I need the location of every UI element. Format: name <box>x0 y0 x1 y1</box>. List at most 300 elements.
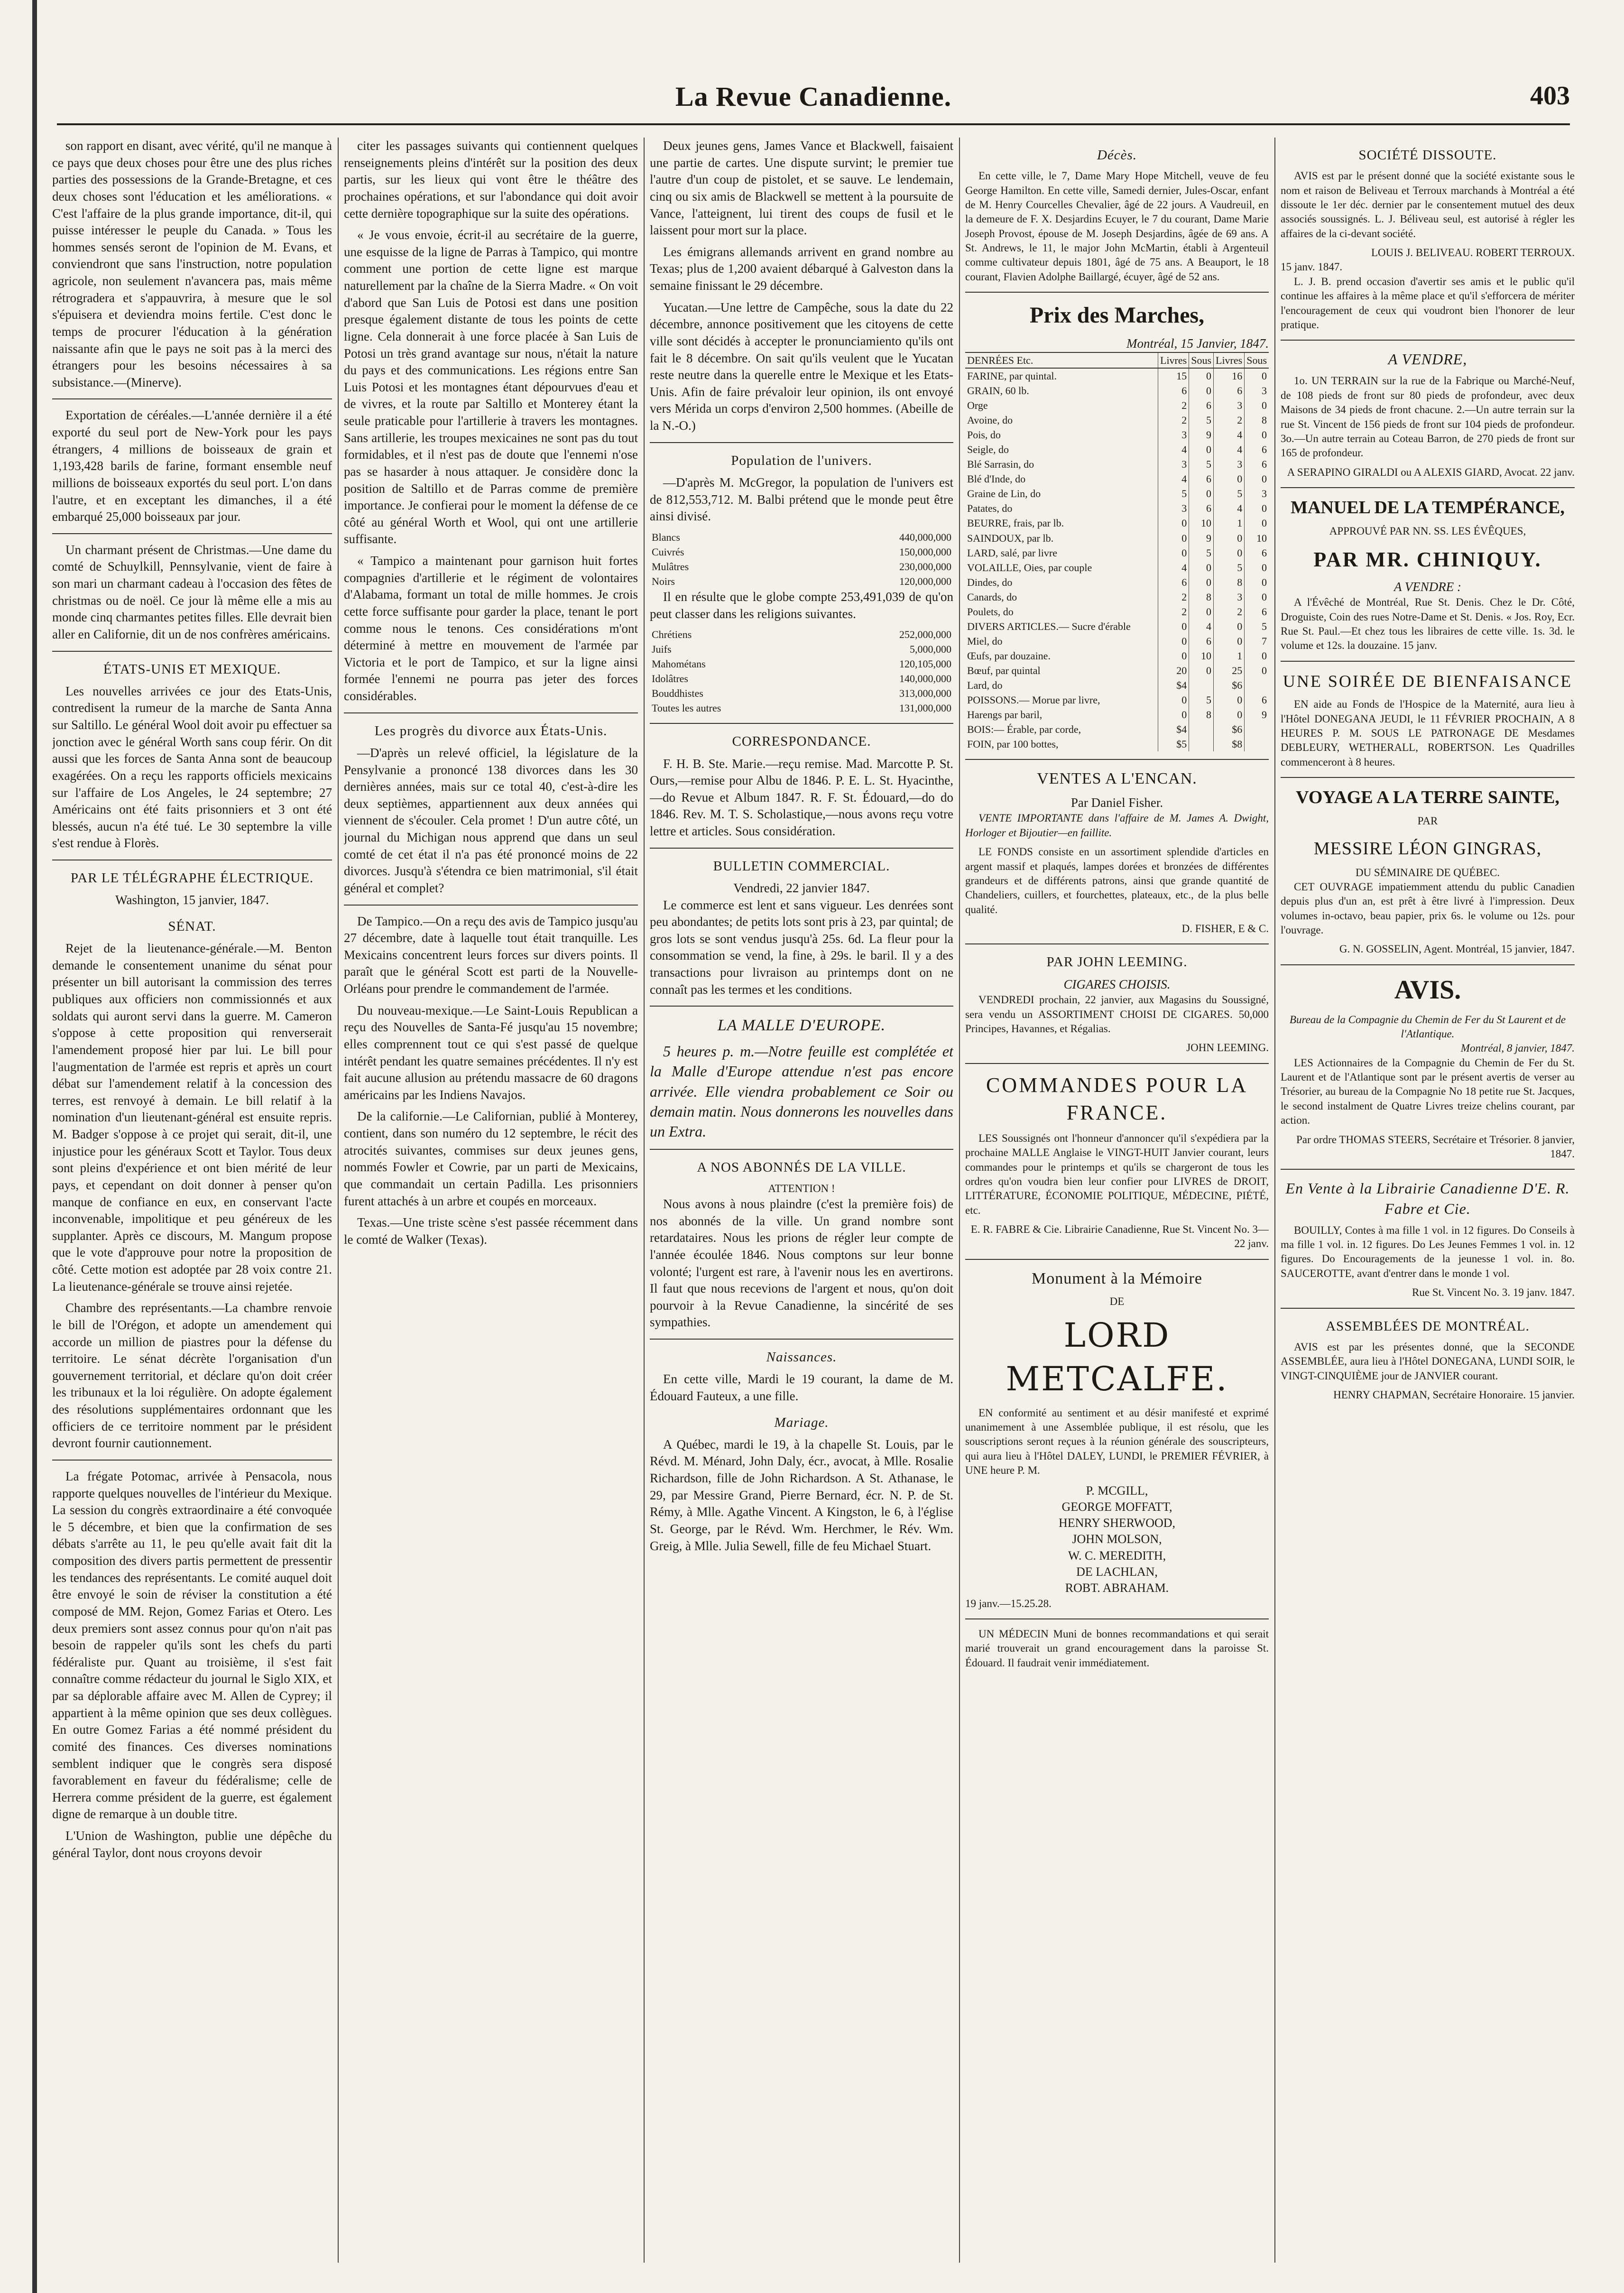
price-cell: 10 <box>1189 648 1214 663</box>
commodity-name: Seigle, do <box>967 444 1009 456</box>
price-cell: 3 <box>1245 383 1269 398</box>
price-cell: 0 <box>1189 383 1214 398</box>
commodity-name: Poulets, do <box>967 605 1014 618</box>
price-cell: 9 <box>1189 531 1214 546</box>
table-row <box>650 642 953 656</box>
commodity-name: SAINDOUX, par lb. <box>967 532 1054 544</box>
row-value: 140,000,000 <box>899 673 951 685</box>
table-row <box>965 413 1269 427</box>
signature: Par ordre THOMAS STEERS, Secrétaire et Trésorier. 8 janvier, 1847. <box>1296 1133 1575 1160</box>
market-prices-table <box>965 352 1269 751</box>
auctioneer: Par Daniel Fisher. <box>1070 795 1163 810</box>
price-cell: 8 <box>1214 575 1245 590</box>
price-cell: 10 <box>1189 516 1214 530</box>
section-heading: LA MALLE D'EUROPE. <box>717 1017 886 1035</box>
table-row <box>965 619 1269 634</box>
price-cell: 5 <box>1158 486 1189 501</box>
table-row <box>965 472 1269 486</box>
row-label: Bouddhistes <box>652 687 703 700</box>
price-cell: 0 <box>1245 590 1269 604</box>
price-cell: 16 <box>1214 368 1245 383</box>
table-row <box>965 457 1269 472</box>
row-label: Mahométans <box>652 658 706 670</box>
row-label: Toutes les autres <box>652 702 721 714</box>
table-row <box>965 546 1269 560</box>
price-cell: 2 <box>1214 413 1245 427</box>
price-cell: 0 <box>1158 707 1189 722</box>
price-cell: 1 <box>1214 516 1245 530</box>
section-heading: Mariage. <box>774 1415 829 1430</box>
article-text: VENTE IMPORTANTE dans l'affaire de M. James A. Dwight, Horloger et Bijoutier—en faillite. <box>965 812 1269 839</box>
price-cell: 3 <box>1158 427 1189 442</box>
price-cell: 0 <box>1214 531 1245 546</box>
section-heading: En Vente à la Librairie Canadienne D'E. R. Fabre et Cie. <box>1285 1180 1570 1217</box>
article-text: BOUILLY, Contes à ma fille 1 vol. in 12 figures. Do Conseils à ma fille 1 vol. in. 12 figures. Do Les Jeunes Femmes 1 vol. in. 12 figures. Do Encouragements de la jeunesse 1 vol. in. 8o. SAUCEROTTE, avant d'entrer dans le monde 1 vol. <box>1281 1224 1575 1279</box>
table-row <box>965 722 1269 737</box>
section-heading: BULLETIN COMMERCIAL. <box>713 858 890 874</box>
price-cell: 0 <box>1158 648 1189 663</box>
table-row <box>965 486 1269 501</box>
page-number: 403 <box>1530 81 1570 111</box>
article-text: En cette ville, Mardi le 19 courant, la dame de M. Édouard Fauteux, a une fille. <box>650 1372 953 1403</box>
section-heading: UNE SOIRÉE DE BIENFAISANCE <box>1283 671 1573 691</box>
commodity-name: Œufs, par douzaine. <box>967 649 1051 662</box>
table-row <box>650 627 953 642</box>
price-cell: 0 <box>1245 472 1269 486</box>
commodity-name: Harengs par baril, <box>967 708 1043 721</box>
article-text: VENDREDI prochain, 22 janvier, aux Magasins du Soussigné, sera vendu un ASSORTIMENT CHOISI DE CIGARES. 50,000 Principes, Havannes, et Régalias. <box>965 994 1269 1035</box>
row-label: Cuivrés <box>652 546 684 558</box>
section-heading: Les progrès du divorce aux États-Unis. <box>374 723 608 739</box>
column-2 <box>344 138 638 2263</box>
subheading: DE <box>1109 1295 1125 1307</box>
table-row <box>650 686 953 701</box>
section-heading: SÉNAT. <box>168 918 216 934</box>
signatory-name: JOHN MOLSON, <box>1072 1532 1162 1546</box>
row-label: Idolâtres <box>652 673 688 685</box>
subheading: A VENDRE : <box>1394 579 1461 594</box>
price-cell: 0 <box>1158 531 1189 546</box>
section-heading: ASSEMBLÉES DE MONTRÉAL. <box>1326 1318 1530 1334</box>
commodity-name: LARD, salé, par livre <box>967 546 1057 559</box>
price-cell: 3 <box>1214 398 1245 413</box>
column-1 <box>52 138 332 2263</box>
commodity-name: Pois, do <box>967 429 1001 441</box>
column-4 <box>965 138 1269 2263</box>
commodity-name: FOIN, par 100 bottes, <box>967 738 1059 750</box>
section-heading: Monument à la Mémoire <box>1032 1269 1202 1287</box>
price-cell <box>1189 737 1214 751</box>
article-text: Rejet de la lieutenance-générale.—M. Benton demande le consentement unanime du sénat pour présenter un bill autorisant la commission des terres publiques aux officiers non commissionnés et aux soldats qui auront servi dans la guerre. M. Cameron s'oppose à cette proposition qui renverserait l'amendement proposé hier par lui. Le bill pour l'augmentation de l'armée est repris et après un court débat sur l'amendement relatif à la concession des terres, est renvoyé à demain. Le bill relatif à la nomination d'un lieutenant-général est ensuite repris. M. Badger s'oppose à ce projet qui serait, dit-il, une injustice pour les généraux Scott et Taylor. Tous deux sont pleins d'expérience et ont bien mérité de leur pays, et cependant on doit donner à penser qu'on manque de confiance en eux, en conservant l'acte inconvenable, impolitique et peu généreux de les supplanter. Après ce discours, M. Mangum propose que le vote d'approuve pour notre la proposition de côté. Cette motion est adoptée par 28 voix contre 21. La lieutenance-générale se trouve ainsi rejetée. <box>52 941 332 1294</box>
commodity-name: Lard, do <box>967 679 1003 691</box>
column-header: Livres <box>1214 352 1245 368</box>
row-value: 120,000,000 <box>899 575 951 587</box>
section-heading: ÉTATS-UNIS ET MEXIQUE. <box>103 661 281 677</box>
price-cell: 6 <box>1214 383 1245 398</box>
article-text: 1o. UN TERRAIN sur la rue de la Fabrique ou Marché-Neuf, de 108 pieds de front sur 80 pieds de profondeur, avec deux Maisons de 34 pieds de front chacune. 2.—Un autre terrain sur la rue St. Vincent de 156 pieds de front sur 104 pieds de profondeur. 3o.—Un autre terrain au Coteau Barron, de 270 pieds de front sur 165 de profondeur. <box>1281 375 1575 459</box>
author-name: MESSIRE LÉON GINGRAS, <box>1313 839 1542 859</box>
table-row <box>965 501 1269 516</box>
article-text: son rapport en disant, avec vérité, qu'il ne manque à ce pays que deux choses pour être une des plus riches parties des possessions de la Grande-Bretagne, et ces deux choses sont l'éducation et les améliorations. « C'est l'affaire de la plus grande importance, dit-il, qui puisse intéresser le peuple du Canada. » Tous les hommes sensés seront de l'opinion de M. Evans, et conviendront que sans l'instruction, notre population agricole, non seulement n'avancera pas, mais même rétrogradera et s'appauvrira, à mesure que le sol s'épuisera et deviendra moins fertile. C'est donc le temps de procurer l'éducation à la génération naissante afin que le pays ne soit pas à la merci des étrangers pour les besoins nécessaires à sa subsistance.—(Minerve). <box>52 139 332 389</box>
article-text: « Je vous envoie, écrit-il au secrétaire de la guerre, une esquisse de la ligne de Parras à Tampico, qui montre comment une portion de cette ligne est marque naturellement par la chaîne de la Sierra Madre. « On voit d'abord que San Luis de Potosi est dans une position presque également distante de tous les points de cette ligne. Cela donnerait à une force placée à San Luis de Potosi un très grand avantage sur nous, n'était la nature du pays et des communications. Les régions entre San Luis Potosi et les montagnes étant dépourvues d'eau et de vivres, et la route par Saltillo et Monterey étant la seule praticable pour l'artillerie à travers les montagnes. Sans artillerie, les troupes mexicaines ne sont pas du tout formidables, et il n'est pas de doute que l'ennemi n'ose pas se hasarder à nous attaquer. Je considère donc la position de Saltillo et de Parras comme de première importance. Je confierai pour le moment la défense de ce côté au général Worth et Wool, qui ont une artillerie suffisante. <box>344 228 638 546</box>
table-row <box>650 656 953 671</box>
price-cell: 4 <box>1214 427 1245 442</box>
row-label: Noirs <box>652 575 675 587</box>
price-cell: 4 <box>1158 442 1189 457</box>
commodity-name: VOLAILLE, Oies, par couple <box>967 561 1092 573</box>
row-value: 120,105,000 <box>899 658 951 670</box>
price-cell: 8 <box>1189 707 1214 722</box>
article-text: L. J. B. prend occasion d'avertir ses amis et le public qu'il continue les affaires à la même place et qu'il s'efforcera de mériter l'encouragement de ceux qui voudront bien l'honorer de leur pratique. <box>1281 275 1575 331</box>
price-cell: 9 <box>1189 427 1214 442</box>
signatory-name: P. MCGILL, <box>1086 1483 1148 1498</box>
price-cell: 5 <box>1214 486 1245 501</box>
section-heading: Décès. <box>1097 148 1137 163</box>
dateline: 15 janv. 1847. <box>1281 261 1343 273</box>
commodity-name: Blé Sarrasin, do <box>967 458 1034 471</box>
row-value: 440,000,000 <box>899 531 951 543</box>
price-cell: 0 <box>1245 560 1269 575</box>
price-cell: 0 <box>1158 516 1189 530</box>
price-cell: 0 <box>1189 575 1214 590</box>
commodity-name: FARINE, par quintal. <box>967 370 1057 382</box>
table-row <box>965 368 1269 383</box>
price-cell <box>1189 678 1214 693</box>
price-cell: 6 <box>1158 575 1189 590</box>
commodity-name: Canards, do <box>967 591 1017 603</box>
article-text: LES Soussignés ont l'honneur d'annoncer qu'il s'expédiera par la prochaine MALLE Anglaise le VINGT-HUIT Janvier courant, leurs commandes pour le printemps et qu'ils se chargeront de tous les ordres qu'on voudra bien leur confier pour LIVRES de DROIT, LITTÉRATURE, ÉCONOMIE POLITIQUE, MÉDECINE, PIÉTÉ, etc. <box>965 1132 1269 1216</box>
section-heading: COMMANDES POUR LA FRANCE. <box>986 1073 1248 1124</box>
price-cell: 2 <box>1214 604 1245 619</box>
table-row <box>965 590 1269 604</box>
column-header: Sous <box>1245 352 1269 368</box>
article-text: En cette ville, le 7, Dame Mary Hope Mitchell, veuve de feu George Hamilton. En cette ville, Samedi dernier, Jules-Oscar, enfant de M. Henry Courcelles Chevalier, âgé de 22 jours. A Vaudreuil, en la demeure de F. X. Desjardins Ecuyer, le 7 du courant, Dame Marie Joseph Provost, épouse de M. Joseph Desjardins, âgée de 69 ans. A St. Andrews, le 11, le major John McMartin, établi à Argenteuil comme cultivateur depuis 1801, âgé de 75 ans. A Beauport, le 18 courant, Flavien Adolphe Baillargé, écuyer, âgé de 52 ans. <box>965 170 1269 283</box>
signature: LOUIS J. BELIVEAU. ROBERT TERROUX. <box>1371 247 1575 259</box>
column-5 <box>1281 138 1575 2263</box>
table-row <box>965 575 1269 590</box>
signatory-name: DE LACHLAN, <box>1076 1565 1158 1579</box>
price-cell: 5 <box>1189 693 1214 707</box>
row-value: 131,000,000 <box>899 702 951 714</box>
table-row <box>650 559 953 574</box>
signatory-name: GEORGE MOFFATT, <box>1061 1499 1172 1514</box>
dateline: Montréal, 15 Janvier, 1847. <box>1126 336 1269 351</box>
column-header: Sous <box>1189 352 1214 368</box>
article-text: Deux jeunes gens, James Vance et Blackwell, faisaient une partie de cartes. Une dispute survint; le premier tue l'autre d'un coup de pistolet, et se sauve. Le lendemain, cinq ou six amis de Blackwell se mettent à la poursuite de Vance, l'atteignent, lui tirent des coups de fusil et le laissent pour mort sur la place. <box>650 139 953 238</box>
price-cell: 5 <box>1189 546 1214 560</box>
masthead <box>57 71 1570 125</box>
article-text: EN conformité au sentiment et au désir manifesté et exprimé unanimement à une Assemblée publique, il est résolu, que les souscriptions seront reçues à la réunion générale des souscripteurs, qui aura lieu à l'Hôtel DALEY, LUNDI, le PREMIER FÉVRIER, à UNE heure P. M. <box>965 1406 1269 1477</box>
section-heading: MANUEL DE LA TEMPÉRANCE, <box>1291 497 1565 518</box>
article-text: Les émigrans allemands arrivent en grand nombre au Texas; plus de 1,200 avaient débarqué à Galveston dans la semaine finissant le 29 décembre. <box>650 244 953 293</box>
column-header: DENRÉES Etc. <box>965 352 1158 368</box>
price-cell: 0 <box>1245 368 1269 383</box>
price-cell: 4 <box>1214 442 1245 457</box>
price-cell: 3 <box>1158 501 1189 516</box>
price-cell: 0 <box>1245 663 1269 678</box>
price-cell: 0 <box>1189 368 1214 383</box>
column-divider <box>644 138 645 2263</box>
price-cell: 5 <box>1189 457 1214 472</box>
signatory-name: HENRY SHERWOOD, <box>1058 1516 1176 1530</box>
article-text: Exportation de céréales.—L'année dernière il a été exporté du seul port de New-York pour les pays étrangers, 4 millions de boisseaux de grain et 1,193,428 barils de farine, formant ensemble neuf millions de boisseaux exportés du seul port. L'on dans l'autre, et en exceptant les dimanches, il a été embarqué 25,000 boisseaux par jour. <box>52 408 332 524</box>
article-text: AVIS est par le présent donné que la société existante sous le nom et raison de Beliveau et Terroux marchands à Montréal a été dissoute le 1er déc. dernier par le consentement mutuel des deux associés soussignés. L. J. Béliveau seul, est autorisé à régler les affaires de la ci-devant société. <box>1281 170 1575 240</box>
section-heading: SOCIÉTÉ DISSOUTE. <box>1358 148 1497 163</box>
article-text: UN MÉDECIN Muni de bonnes recommandations et qui serait marié trouverait un grand encouragement dans la paroisse St. Édouard. Il faudrait venir immédiatement. <box>965 1628 1269 1669</box>
price-cell: 9 <box>1245 707 1269 722</box>
article-text: Yucatan.—Une lettre de Campêche, sous la date du 22 décembre, annonce positivement que les citoyens de cette ville sont décidés à accepter le pronunciamiento qu'ils ont fait le 8 décembre. On sait qu'ils veulent que le Yucatan reste neutre dans la querelle entre le Mexique et les Etats-Unis. Afin de faire prévaloir leur opinion, ils ont envoyé vers Mérida un corps d'environ 2,500 hommes. (Abeille de la N.-O.) <box>650 300 953 433</box>
commodity-name: BEURRE, frais, par lb. <box>967 517 1064 529</box>
article-text: F. H. B. Ste. Marie.—reçu remise. Mad. Marcotte P. St. Ours,—remise pour Albu de 1846. P. E. L. St. Hyacinthe,—do Revue et Album 1847. R. F. St. Édouard,—do do 1846. Rev. M. T. S. Scholastique,—nous avons reçu votre lettre et articles. Sous considération. <box>650 756 953 839</box>
price-cell: $4 <box>1158 678 1189 693</box>
table-row <box>965 427 1269 442</box>
article-text: EN aide au Fonds de l'Hospice de la Maternité, aura lieu à l'Hôtel DONEGANA JEUDI, le 11 FÉVRIER PROCHAIN, A 8 HEURES P. M. SOUS LE PATRONAGE DE Mesdames DEBLEURY, WETHERALL, ROBERTSON. Les Quadrilles commenceront à 8 heures. <box>1281 698 1575 768</box>
price-cell: 0 <box>1189 604 1214 619</box>
subheading: APPROUVÉ PAR NN. SS. LES ÉVÊQUES, <box>1329 525 1526 537</box>
commodity-name: Dindes, do <box>967 576 1013 588</box>
price-cell: 6 <box>1158 383 1189 398</box>
article-text: Chambre des représentants.—La chambre renvoie le bill de l'Orégon, et adopte un amendement qui accorde un million de piastres pour la défense du territoire. Le sénat décrète l'organisation d'un gouvernement territorial, et déclare qu'on doit créer les tribunaux et la loi régulière. On adopte également des résolutions supplémentaires ordonnant que les officiers de ce territoire nomment par le président devront fournir cautionnement. <box>52 1301 332 1451</box>
price-cell: 7 <box>1245 634 1269 648</box>
table-row <box>965 707 1269 722</box>
signature: E. R. FABRE & Cie. Librairie Canadienne, Rue St. Vincent No. 3—22 janv. <box>970 1223 1269 1250</box>
commodity-name: DIVERS ARTICLES.— Sucre d'érable <box>967 620 1131 632</box>
price-cell: 1 <box>1214 648 1245 663</box>
dateline: Montréal, 8 janvier, 1847. <box>1460 1042 1575 1054</box>
price-cell: 0 <box>1214 634 1245 648</box>
monument-title: LORD METCALFE. <box>1006 1315 1228 1399</box>
signatory-name: W. C. MEREDITH, <box>1068 1548 1166 1563</box>
price-cell <box>1245 737 1269 751</box>
page-edge-rule <box>32 0 37 2293</box>
table-row <box>650 545 953 559</box>
price-cell: 4 <box>1158 472 1189 486</box>
price-cell: 8 <box>1245 413 1269 427</box>
commodity-name: BOIS:— Érable, par corde, <box>967 723 1081 735</box>
price-cell: 0 <box>1189 442 1214 457</box>
table-row <box>965 663 1269 678</box>
section-heading: Naissances. <box>766 1350 837 1365</box>
price-cell: 0 <box>1189 560 1214 575</box>
article-text: De Tampico.—On a reçu des avis de Tampico jusqu'au 27 décembre, date à laquelle tout était tranquille. Les Mexicains concentrent leurs forces sur divers points. Il paraît que le général Scott est parti de la Nouvelle-Orléans pour prendre le commandement de l'armée. <box>344 914 638 996</box>
article-text: « Tampico a maintenant pour garnison huit fortes compagnies d'artillerie et le régiment de volontaires d'Alabama, formant un total de mille hommes. Je crois cette force suffisante pour garder la place, tenant le port comme nous le tenons. Ces considérations m'ont déterminé à mettre en mouvement de l'armée par Victoria et le port de Tampico, et sur la ligne ainsi formée l'ennemi ne pourra pas jeter des forces considérables. <box>344 554 638 703</box>
table-row <box>965 398 1269 413</box>
price-cell: 0 <box>1245 398 1269 413</box>
price-cell: 2 <box>1158 590 1189 604</box>
table-row <box>650 671 953 686</box>
commodity-name: Graine de Lin, do <box>967 488 1041 500</box>
price-cell: 10 <box>1245 531 1269 546</box>
table-row <box>965 678 1269 693</box>
article-text: Texas.—Une triste scène s'est passée récemment dans le comté de Walker (Texas). <box>344 1215 638 1247</box>
column-divider <box>1274 138 1275 2263</box>
price-cell: 0 <box>1214 472 1245 486</box>
row-label: Blancs <box>652 531 680 543</box>
price-cell: $8 <box>1214 737 1245 751</box>
signature: JOHN LEEMING. <box>1186 1042 1269 1054</box>
table-row <box>965 531 1269 546</box>
price-cell: $6 <box>1214 722 1245 737</box>
price-cell: 0 <box>1158 619 1189 634</box>
article-text: —D'après un relevé officiel, la législature de la Pensylvanie a prononcé 138 divorces dans les 30 dernières années, mais sur ce total 40, c'est-à-dire les deux septièmes, appartiennent aux deux années qui viennent de s'écouler. Cela promet ! D'un autre côté, un journal du Michigan nous apprend que dans un seul comté de cet état il n'a pas été prononcé moins de 22 divorces. Jusqu'à s'étendra ce bien matrimonial, s'il était général et complet? <box>344 745 638 895</box>
signature: Rue St. Vincent No. 3. 19 janv. 1847. <box>1412 1286 1575 1299</box>
price-cell: 20 <box>1158 663 1189 678</box>
article-text: A Québec, mardi le 19, à la chapelle St. Louis, par le Révd. M. Ménard, John Daly, écr., avocat, à Mlle. Rosalie Richardson, fille de John Richardson. A St. Athanase, le 29, par Messire Grand, Pierre Bernard, écr. N. P. de St. Rémy, à Mlle. Agathe Vincent. A Kingston, le 6, à l'église St. George, par le Révd. Wm. Herchmer, le Rév. Wm. Greig, à Mlle. Julia Sewell, fille de feu Michael Stuart. <box>650 1437 953 1553</box>
price-cell: 0 <box>1245 501 1269 516</box>
section-heading: VENTES A L'ENCAN. <box>1037 769 1197 787</box>
row-value: 150,000,000 <box>899 546 951 558</box>
signature: HENRY CHAPMAN, Secrétaire Honoraire. 15 janvier. <box>1333 1388 1575 1401</box>
table-row <box>650 701 953 715</box>
commodity-name: POISSONS.— Morue par livre, <box>967 693 1100 706</box>
table-row <box>965 560 1269 575</box>
price-cell: 4 <box>1214 501 1245 516</box>
price-cell: 2 <box>1158 604 1189 619</box>
article-text: L'Union de Washington, publie une dépêche du général Taylor, dont nous croyons devoir <box>52 1829 332 1860</box>
commodity-name: Avoine, do <box>967 414 1013 426</box>
row-value: 252,000,000 <box>899 629 951 641</box>
article-text: CET OUVRAGE impatiemment attendu du public Canadien depuis plus d'un an, est prêt à être livré à l'impression. Deux volumes in-octavo, beau papier, prix 6s. le volume ou 12s. pour l'ouvrage. <box>1281 880 1575 936</box>
price-cell: 2 <box>1158 413 1189 427</box>
column-divider <box>338 138 339 2263</box>
article-text: Nous avons à nous plaindre (c'est la première fois) de nos abonnés de la ville. Un grand nombre sont retardataires. Nous les prions de régler leur compte de l'année écoulée 1846. Nous comptons sur leur bonne volonté; l'urgent est rare, à l'avenir nous les en avertirons. Il faut que nous recevions de l'argent et nous, qu'on doit pourvoir à la Revue Canadienne, la sincérité de ses sympathies. <box>650 1197 953 1330</box>
section-heading: Prix des Marches, <box>1029 303 1205 328</box>
section-heading: PAR JOHN LEEMING. <box>1046 954 1188 970</box>
table-row <box>965 737 1269 751</box>
table-row <box>650 530 953 545</box>
column-3 <box>650 138 953 2263</box>
column-header: Livres <box>1158 352 1189 368</box>
price-cell: 2 <box>1158 398 1189 413</box>
commodity-name: Bœuf, par quintal <box>967 664 1041 676</box>
price-cell <box>1245 678 1269 693</box>
price-cell: 0 <box>1245 575 1269 590</box>
signatories-list <box>965 1483 1269 1597</box>
article-text: Un charmant présent de Christmas.—Une dame du comté de Schuylkill, Pennsylvanie, vient de faire à son mari un charmant cadeau à l'occasion des fêtes de christmas ou de noël. Ce jour là même elle a mis au monde cinq charmantes petites filles. Elle devrait bien aller en Californie, dit un de nos confrères américains. <box>52 542 332 641</box>
price-cell: 0 <box>1214 546 1245 560</box>
price-cell: 0 <box>1214 707 1245 722</box>
subheading: CIGARES CHOISIS. <box>1063 977 1171 991</box>
price-cell: 6 <box>1189 472 1214 486</box>
section-heading: VOYAGE A LA TERRE SAINTE, <box>1296 787 1559 807</box>
price-cell: 6 <box>1245 693 1269 707</box>
article-text: Les nouvelles arrivées ce jour des Etats-Unis, contredisent la rumeur de la marche de Santa Anna sur Saltillo. Le général Wool doit avoir pu effectuer sa jonction avec le général Worth sans coup férir. On dit aussi que les forces de Santa Anna sont de beaucoup exagérées. On a reçu les rapports officiels mexicains sur l'affaire de Los Angeles, le 24 septembre; 27 Américains ont été faits prisonniers et 3 ont été blessés, aucun n'a été tué. Le 30 septembre la ville s'est rendue à Florès. <box>52 684 332 851</box>
price-cell: 0 <box>1245 648 1269 663</box>
author-name: PAR MR. CHINIQUY. <box>1313 548 1542 572</box>
dateline: Washington, 15 janvier, 1847. <box>115 893 269 907</box>
price-cell: 6 <box>1245 604 1269 619</box>
price-cell: 6 <box>1189 398 1214 413</box>
signatory-name: ROBT. ABRAHAM. <box>1065 1581 1169 1595</box>
row-label: Juifs <box>652 643 672 656</box>
article-text: Du nouveau-mexique.—Le Saint-Louis Republican a reçu des Nouvelles de Santa-Fé jusqu'au 15 novembre; elles comprennent tout ce qui s'est passé de quelque intérêt pendant les quatre semaines précédentes. Il n'y est fait aucune allusion au prétendu massacre de 60 dragons américains par les Indiens Navajos. <box>344 1003 638 1102</box>
price-cell: 0 <box>1214 693 1245 707</box>
price-cell: $6 <box>1214 678 1245 693</box>
commodity-name: Orge <box>967 399 988 412</box>
price-cell: 6 <box>1245 442 1269 457</box>
table-row <box>965 383 1269 398</box>
price-cell: $5 <box>1158 737 1189 751</box>
signature: D. FISHER, E & C. <box>1181 922 1269 934</box>
price-cell: 25 <box>1214 663 1245 678</box>
price-cell: 6 <box>1189 634 1214 648</box>
price-cell: 3 <box>1158 457 1189 472</box>
article-text: La frégate Potomac, arrivée à Pensacola, nous rapporte quelques nouvelles de l'intérieur du Mexique. La session du congrès extraordinaire a été convoquée le 5 décembre, et bien que la confirmation de ses débats s'arrête au 11, le peu qu'elle avait fait dit la composition des divers partis permettent de pressentir les tendances des représentants. Le comité auquel doit être envoyé le soin de réviser la constitution a été composé de MM. Rejon, Gomez Farias et Otero. Les deux premiers sont assez connus pour qu'on n'ait pas besoin de rappeler qu'ils sont les chefs du parti fédéraliste pur. Quant au troisième, il s'est fait connaître comme rédacteur du journal le Siglo XIX, et par sa déplorable affaire avec M. Allen de Cyprey; il appartient à la même opinion que ses deux collègues. En outre Gomez Farias a été nommé président du comité des finances. Ces diverses nominations semblent indiquer que le congrès sera disposé favorablement en faveur du fédéralisme; celle de Herrera comme président de la guerre, est également digne de remarque à un double titre. <box>52 1469 332 1821</box>
price-cell: 8 <box>1189 590 1214 604</box>
article-text: —D'après M. McGregor, la population de l'univers est de 812,553,712. M. Balbi prétend que le monde peut être ainsi divisé. <box>650 475 953 524</box>
price-cell: 0 <box>1245 516 1269 530</box>
price-cell: 3 <box>1245 486 1269 501</box>
price-cell <box>1189 722 1214 737</box>
price-cell: 4 <box>1189 619 1214 634</box>
price-cell: 0 <box>1158 546 1189 560</box>
article-text: Le commerce est lent et sans vigueur. Les denrées sont peu abondantes; de petits lots sont pris à 23, par quintal; de gros lots se sont vendus jusqu'à 25s. 6d. La fleur pour la consommation se vend, la fine, à 29s. le baril. Il y a des transactions pour livraison au printemps dont on ne connaît pas les termes et les conditions. <box>650 897 953 997</box>
price-cell: 5 <box>1214 560 1245 575</box>
price-cell: 0 <box>1245 427 1269 442</box>
price-cell: 3 <box>1214 590 1245 604</box>
price-cell: 0 <box>1189 486 1214 501</box>
row-label: Mulâtres <box>652 560 689 573</box>
article-text: AVIS est par les présentes donné, que la SECONDE ASSEMBLÉE, aura lieu à l'Hôtel DONEGANA, LUNDI SOIR, le VINGT-CINQUIÈME jour de JANVIER courant. <box>1281 1341 1575 1382</box>
table-row <box>650 574 953 589</box>
commodity-name: Blé d'Inde, do <box>967 473 1026 485</box>
section-heading: Population de l'univers. <box>731 453 872 468</box>
subheading: PAR <box>1417 815 1438 827</box>
article-text: citer les passages suivants qui contiennent quelques renseignements pleins d'intérêt sur la position des deux partis, sur les lieux qui vont être le théâtre des prochaines opérations, et sur l'abondance qui doit avoir cette dernière topographique sur la suite des opérations. <box>344 139 638 221</box>
commodity-name: Miel, do <box>967 635 1003 647</box>
article-text: 5 heures p. m.—Notre feuille est complétée et la Malle d'Europe attendue n'est pas encore arrivée. Elle viendra probablement ce Soir ou demain matin. Nous donnerons les nouvelles dans un Extra. <box>650 1043 953 1140</box>
table-row <box>965 693 1269 707</box>
newspaper-title: La Revue Canadienne. <box>675 81 952 112</box>
table-row <box>965 648 1269 663</box>
signature: A SERAPINO GIRALDI ou A ALEXIS GIARD, Avocat. 22 janv. <box>1287 466 1575 478</box>
price-cell: 0 <box>1214 619 1245 634</box>
price-cell: 0 <box>1158 693 1189 707</box>
section-heading: PAR LE TÉLÉGRAPHE ÉLECTRIQUE. <box>70 870 314 886</box>
subheading: ATTENTION ! <box>768 1182 835 1194</box>
article-text: A l'Évêché de Montréal, Rue St. Denis. Chez le Dr. Côté, Droguiste, Coin des rues Notre-Dame et St. Denis. « Jos. Roy, Ecr. Rue St. Paul.—Et chez tous les libraires de cette ville. 1s. 3d. le volume et 12s. la douzaine. 15 janv. <box>1281 596 1575 652</box>
subheading: DU SÉMINAIRE DE QUÉBEC. <box>1355 866 1500 878</box>
commodity-name: Patates, do <box>967 502 1013 515</box>
section-heading: AVIS. <box>1394 975 1461 1005</box>
table-row <box>965 442 1269 457</box>
section-heading: A VENDRE, <box>1388 351 1467 368</box>
price-cell: 6 <box>1245 546 1269 560</box>
price-cell: 0 <box>1158 634 1189 648</box>
price-cell <box>1245 722 1269 737</box>
section-heading: A NOS ABONNÉS DE LA VILLE. <box>697 1160 906 1175</box>
row-value: 5,000,000 <box>910 643 951 656</box>
dateline: 19 janv.—15.25.28. <box>965 1597 1052 1609</box>
article-text: De la californie.—Le Californian, publié à Monterey, contient, dans son numéro du 12 septembre, le récit des atrocités suivantes, commises sur deux jeunes gens, nommés Fowler et Cowrie, par un parti de Mexicains, que commandait un certain Padilla. Les prisonniers furent attachés à un arbre et coupés en morceaux. <box>344 1109 638 1208</box>
religion-table <box>650 627 953 715</box>
commodity-name: GRAIN, 60 lb. <box>967 385 1029 397</box>
price-cell: 0 <box>1189 663 1214 678</box>
price-cell: 6 <box>1245 457 1269 472</box>
price-cell: 4 <box>1158 560 1189 575</box>
section-heading: CORRESPONDANCE. <box>732 734 871 749</box>
column-divider <box>959 138 960 2263</box>
dateline: Vendredi, 22 janvier 1847. <box>733 880 870 895</box>
subheading: Bureau de la Compagnie du Chemin de Fer du St Laurent et de l'Atlantique. <box>1289 1013 1566 1040</box>
table-row <box>965 604 1269 619</box>
population-table <box>650 530 953 589</box>
price-cell: $4 <box>1158 722 1189 737</box>
price-cell: 15 <box>1158 368 1189 383</box>
article-text: LE FONDS consiste en un assortiment splendide d'articles en argent massif et plaqués, lampes dorées et bronzées de différentes grandeurs et de différents patrons, ainsi que grande quantité de Chandeliers, cuillers, et fourchettes, plateaux, etc., de la plus belle qualité. <box>965 846 1269 915</box>
price-cell: 5 <box>1189 413 1214 427</box>
table-row <box>965 516 1269 530</box>
